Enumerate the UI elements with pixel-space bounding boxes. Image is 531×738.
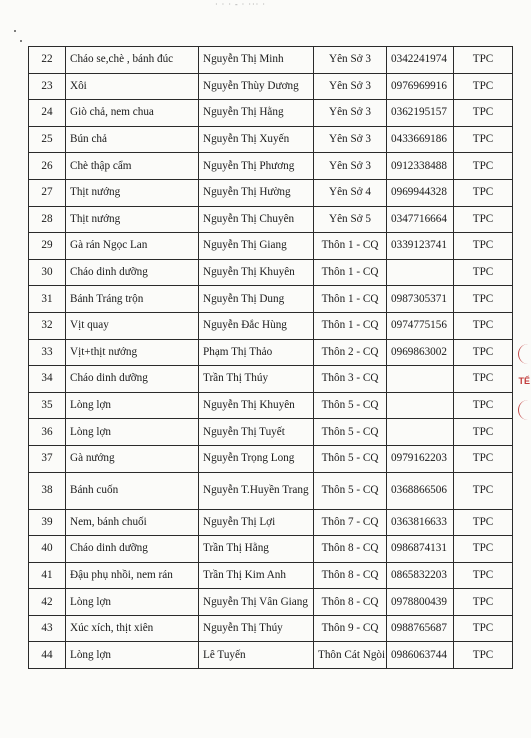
margin-mark	[20, 40, 22, 42]
phone-number-cell: 0986874131	[387, 536, 454, 563]
table-row	[29, 366, 513, 393]
row-number-cell: 39	[29, 509, 66, 536]
vendor-name-cell: Nguyễn Thùy Dương	[199, 73, 314, 100]
food-item-cell: Gà rán Ngọc Lan	[66, 233, 199, 260]
table-row	[29, 126, 513, 153]
phone-number-cell: 0912338488	[387, 153, 454, 180]
location-cell: Yên Sở 3	[314, 47, 387, 74]
phone-number-cell: 0368866506	[387, 472, 454, 509]
phone-number-cell: 0347716664	[387, 206, 454, 233]
table-row	[29, 339, 513, 366]
table-row	[29, 642, 513, 669]
food-item-cell: Cháo dinh dưỡng	[66, 259, 199, 286]
vendor-name-cell: Nguyễn Đắc Hùng	[199, 312, 314, 339]
row-number-cell: 35	[29, 392, 66, 419]
location-cell: Yên Sở 3	[314, 100, 387, 127]
table-row	[29, 589, 513, 616]
vendor-name-cell: Nguyễn Thị Thúy	[199, 615, 314, 642]
phone-number-cell	[387, 392, 454, 419]
location-cell: Thôn 8 - CQ	[314, 562, 387, 589]
unit-code-cell: TPC	[454, 259, 513, 286]
row-number-cell: 38	[29, 472, 66, 509]
food-item-cell: Vịt+thịt nướng	[66, 339, 199, 366]
unit-code-cell: TPC	[454, 100, 513, 127]
location-cell: Yên Sở 3	[314, 126, 387, 153]
row-number-cell: 24	[29, 100, 66, 127]
location-cell: Thôn 5 - CQ	[314, 472, 387, 509]
vendor-name-cell: Nguyễn Thị Minh	[199, 47, 314, 74]
phone-number-cell: 0979162203	[387, 445, 454, 472]
row-number-cell: 32	[29, 312, 66, 339]
food-item-cell: Lòng lợn	[66, 419, 199, 446]
row-number-cell: 23	[29, 73, 66, 100]
unit-code-cell: TPC	[454, 536, 513, 563]
vendor-name-cell: Lê Tuyến	[199, 642, 314, 669]
row-number-cell: 37	[29, 445, 66, 472]
vendor-table	[28, 46, 513, 669]
table-row	[29, 562, 513, 589]
unit-code-cell: TPC	[454, 153, 513, 180]
table-row	[29, 286, 513, 313]
phone-number-cell	[387, 259, 454, 286]
row-number-cell: 36	[29, 419, 66, 446]
location-cell: Thôn 2 - CQ	[314, 339, 387, 366]
unit-code-cell: TPC	[454, 366, 513, 393]
location-cell: Thôn 7 - CQ	[314, 509, 387, 536]
location-cell: Thôn 1 - CQ	[314, 286, 387, 313]
vendor-name-cell: Nguyễn Thị Tuyết	[199, 419, 314, 446]
location-cell: Thôn 8 - CQ	[314, 536, 387, 563]
table-row	[29, 73, 513, 100]
row-number-cell: 34	[29, 366, 66, 393]
stamp-arc	[518, 400, 529, 420]
row-number-cell: 30	[29, 259, 66, 286]
phone-number-cell: 0974775156	[387, 312, 454, 339]
vendor-name-cell: Nguyễn Thị Dung	[199, 286, 314, 313]
table-row	[29, 100, 513, 127]
phone-number-cell: 0969863002	[387, 339, 454, 366]
margin-mark	[14, 30, 16, 32]
unit-code-cell: TPC	[454, 419, 513, 446]
phone-number-cell: 0362195157	[387, 100, 454, 127]
location-cell: Thôn 5 - CQ	[314, 445, 387, 472]
table-row	[29, 615, 513, 642]
food-item-cell: Đậu phụ nhồi, nem rán	[66, 562, 199, 589]
food-item-cell: Giò chả, nem chua	[66, 100, 199, 127]
phone-number-cell: 0339123741	[387, 233, 454, 260]
phone-number-cell: 0978800439	[387, 589, 454, 616]
phone-number-cell: 0987305371	[387, 286, 454, 313]
phone-number-cell	[387, 366, 454, 393]
food-item-cell: Cháo dinh dưỡng	[66, 536, 199, 563]
vendor-name-cell: Trần Thị Kim Anh	[199, 562, 314, 589]
table-row	[29, 179, 513, 206]
phone-number-cell: 0865832203	[387, 562, 454, 589]
row-number-cell: 25	[29, 126, 66, 153]
location-cell: Thôn 1 - CQ	[314, 312, 387, 339]
table-row	[29, 206, 513, 233]
unit-code-cell: TPC	[454, 233, 513, 260]
table-row	[29, 233, 513, 260]
vendor-name-cell: Nguyễn Thị Xuyến	[199, 126, 314, 153]
phone-number-cell: 0988765687	[387, 615, 454, 642]
location-cell: Thôn 1 - CQ	[314, 233, 387, 260]
location-cell: Thôn 8 - CQ	[314, 589, 387, 616]
unit-code-cell: TPC	[454, 392, 513, 419]
row-number-cell: 42	[29, 589, 66, 616]
vendor-name-cell: Nguyễn Thị Khuyên	[199, 259, 314, 286]
food-item-cell: Lòng lợn	[66, 589, 199, 616]
food-item-cell: Thịt nướng	[66, 206, 199, 233]
location-cell: Thôn 1 - CQ	[314, 259, 387, 286]
phone-number-cell: 0986063744	[387, 642, 454, 669]
unit-code-cell: TPC	[454, 509, 513, 536]
unit-code-cell: TPC	[454, 562, 513, 589]
unit-code-cell: TPC	[454, 126, 513, 153]
unit-code-cell: TPC	[454, 286, 513, 313]
vendor-name-cell: Nguyễn Thị Lợi	[199, 509, 314, 536]
food-item-cell: Lòng lợn	[66, 642, 199, 669]
food-item-cell: Bánh Tráng trộn	[66, 286, 199, 313]
row-number-cell: 43	[29, 615, 66, 642]
stamp-text: TỂ	[518, 376, 530, 386]
red-stamp	[515, 336, 531, 436]
vendor-name-cell: Nguyễn Thị Hường	[199, 179, 314, 206]
row-number-cell: 41	[29, 562, 66, 589]
row-number-cell: 44	[29, 642, 66, 669]
table-row	[29, 536, 513, 563]
unit-code-cell: TPC	[454, 589, 513, 616]
vendor-name-cell: Nguyễn Thị Khuyên	[199, 392, 314, 419]
unit-code-cell: TPC	[454, 445, 513, 472]
vendor-name-cell: Nguyễn Trọng Long	[199, 445, 314, 472]
table-row	[29, 445, 513, 472]
row-number-cell: 33	[29, 339, 66, 366]
table-row	[29, 153, 513, 180]
location-cell: Thôn Cát Ngòi	[314, 642, 387, 669]
row-number-cell: 27	[29, 179, 66, 206]
food-item-cell: Thịt nướng	[66, 179, 199, 206]
row-number-cell: 26	[29, 153, 66, 180]
vendor-name-cell: Nguyễn Thị Chuyên	[199, 206, 314, 233]
table-row	[29, 472, 513, 509]
unit-code-cell: TPC	[454, 73, 513, 100]
unit-code-cell: TPC	[454, 47, 513, 74]
unit-code-cell: TPC	[454, 472, 513, 509]
food-item-cell: Cháo se,chè , bánh đúc	[66, 47, 199, 74]
vendor-name-cell: Trần Thị Thúy	[199, 366, 314, 393]
phone-number-cell: 0976969916	[387, 73, 454, 100]
table-row	[29, 392, 513, 419]
row-number-cell: 29	[29, 233, 66, 260]
food-item-cell: Nem, bánh chuối	[66, 509, 199, 536]
food-item-cell: Xúc xích, thịt xiên	[66, 615, 199, 642]
unit-code-cell: TPC	[454, 206, 513, 233]
vendor-name-cell: Nguyễn Thị Giang	[199, 233, 314, 260]
phone-number-cell: 0433669186	[387, 126, 454, 153]
phone-number-cell: 0342241974	[387, 47, 454, 74]
food-item-cell: Chè thập cẩm	[66, 153, 199, 180]
food-item-cell: Gà nướng	[66, 445, 199, 472]
location-cell: Yên Sở 5	[314, 206, 387, 233]
table-row	[29, 259, 513, 286]
location-cell: Thôn 5 - CQ	[314, 419, 387, 446]
location-cell: Thôn 5 - CQ	[314, 392, 387, 419]
location-cell: Yên Sở 3	[314, 153, 387, 180]
food-item-cell: Vịt quay	[66, 312, 199, 339]
vendor-name-cell: Phạm Thị Thảo	[199, 339, 314, 366]
phone-number-cell	[387, 419, 454, 446]
phone-number-cell: 0363816633	[387, 509, 454, 536]
vendor-table-body	[29, 47, 513, 669]
food-item-cell: Cháo dinh dưỡng	[66, 366, 199, 393]
vendor-name-cell: Nguyễn Thị Hằng	[199, 100, 314, 127]
vendor-name-cell: Nguyễn T.Huyền Trang	[199, 472, 314, 509]
food-item-cell: Xôi	[66, 73, 199, 100]
header-scan-smudge: · · · - · ··· ·	[215, 0, 266, 8]
food-item-cell: Bún chả	[66, 126, 199, 153]
table-row	[29, 419, 513, 446]
unit-code-cell: TPC	[454, 179, 513, 206]
vendor-name-cell: Nguyễn Thị Vân Giang	[199, 589, 314, 616]
row-number-cell: 28	[29, 206, 66, 233]
table-row	[29, 312, 513, 339]
unit-code-cell: TPC	[454, 312, 513, 339]
phone-number-cell: 0969944328	[387, 179, 454, 206]
row-number-cell: 22	[29, 47, 66, 74]
table-row	[29, 47, 513, 74]
location-cell: Thôn 3 - CQ	[314, 366, 387, 393]
vendor-name-cell: Nguyễn Thị Phương	[199, 153, 314, 180]
table-row	[29, 509, 513, 536]
stamp-arc	[518, 344, 529, 364]
location-cell: Thôn 9 - CQ	[314, 615, 387, 642]
unit-code-cell: TPC	[454, 615, 513, 642]
row-number-cell: 31	[29, 286, 66, 313]
unit-code-cell: TPC	[454, 339, 513, 366]
location-cell: Yên Sở 4	[314, 179, 387, 206]
food-item-cell: Lòng lợn	[66, 392, 199, 419]
unit-code-cell: TPC	[454, 642, 513, 669]
food-item-cell: Bánh cuốn	[66, 472, 199, 509]
row-number-cell: 40	[29, 536, 66, 563]
location-cell: Yên Sở 3	[314, 73, 387, 100]
vendor-name-cell: Trần Thị Hằng	[199, 536, 314, 563]
